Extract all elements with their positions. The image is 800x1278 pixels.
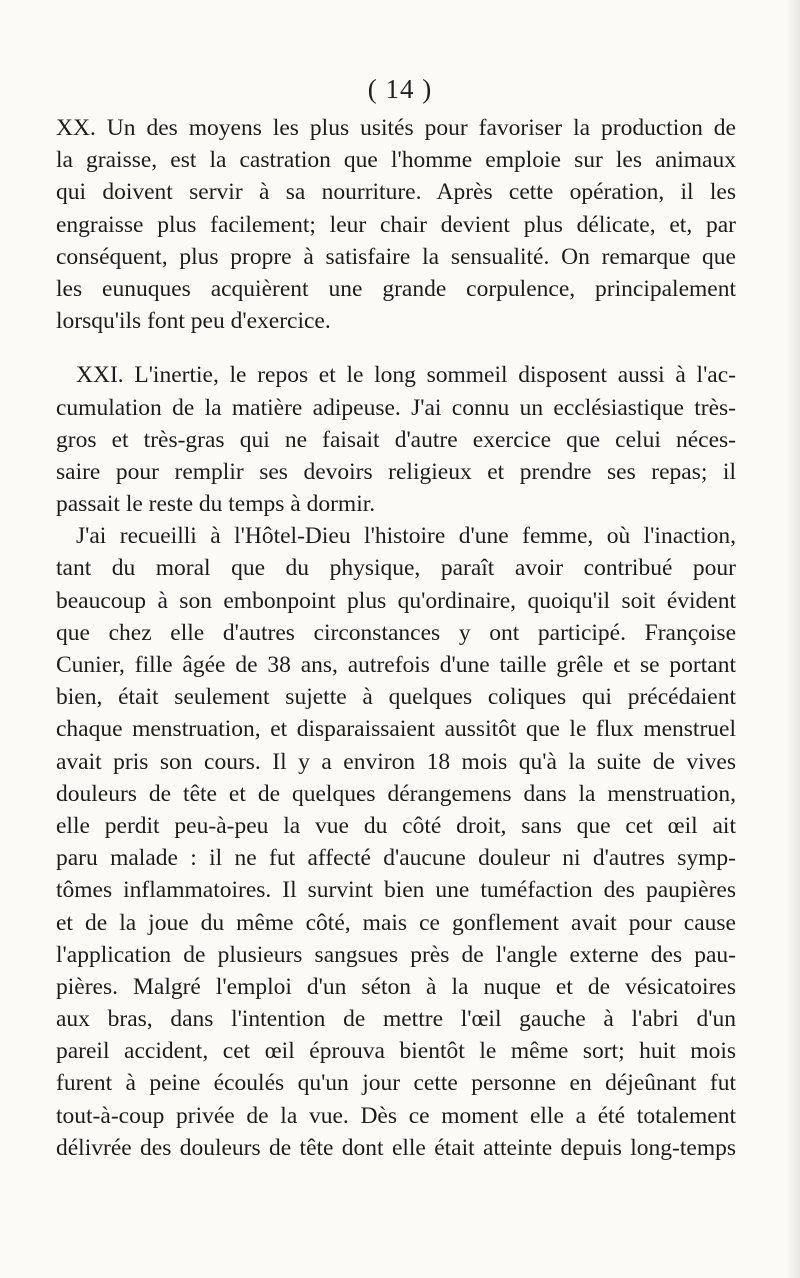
text-line: lorsqu'ils font peu d'exercice.	[56, 308, 331, 335]
text-line: tant du moral que du physique, paraît avoir contribué pour	[56, 555, 736, 582]
text-line: XX. Un des moyens les plus usités pour favoriser la production de	[56, 115, 736, 141]
text-line: qui doivent servir à sa nourriture. Après cette opération, il les	[56, 179, 736, 206]
text-line: l'application de plusieurs sangsues près de l'angle externe des pau-	[56, 941, 736, 968]
text-line: beaucoup à son embonpoint plus qu'ordinaire, quoiqu'il soit évident	[56, 587, 736, 614]
text-line: passait le reste du temps à dormir.	[56, 491, 376, 518]
text-line: et de la joue du même côté, mais ce gonflement avait pour cause	[56, 909, 736, 936]
paragraph-xxi	[56, 359, 736, 520]
text-line: tômes inflammatoires. Il survint bien une tuméfaction des paupières	[56, 877, 736, 904]
body-text	[56, 112, 736, 1164]
text-line: bien, était seulement sujette à quelques coliques qui précédaient	[56, 684, 736, 711]
text-line: paru malade : il ne fut affecté d'aucune douleur ni d'autres symp-	[56, 845, 736, 872]
text-line: conséquent, plus propre à satisfaire la sensualité. On remarque que	[56, 243, 736, 270]
page-edge-shadow	[786, 0, 800, 1278]
paragraph-xx	[56, 112, 736, 337]
text-line: saire pour remplir ses devoirs religieux et prendre ses repas; il	[56, 458, 736, 485]
text-line: délivrée des douleurs de tête dont elle était atteinte depuis long-temps	[56, 1134, 736, 1161]
page-number: ( 14 )	[367, 74, 433, 104]
text-line: gros et très-gras qui ne faisait d'autre exercice que celui néces-	[56, 426, 736, 453]
text-line: Cunier, fille âgée de 38 ans, autrefois d'une taille grêle et se portant	[56, 652, 736, 678]
text-line: cumulation de la matière adipeuse. J'ai connu un ecclésiastique très-	[56, 394, 736, 421]
text-line: XXI. L'inertie, le repos et le long sommeil disposent aussi à l'ac-	[76, 362, 736, 389]
paragraph-gap	[56, 337, 736, 359]
text-line: furent à peine écoulés qu'un jour cette personne en déjeûnant fut	[56, 1070, 736, 1097]
paragraph-case-history	[56, 520, 736, 1164]
text-line: elle perdit peu-à-peu la vue du côté droit, sans que cet œil ait	[56, 812, 736, 839]
text-line: la graisse, est la castration que l'homme emploie sur les animaux	[56, 147, 736, 174]
text-line: engraisse plus facilement; leur chair devient plus délicate, et, par	[56, 211, 736, 238]
text-line: chaque menstruation, et disparaissaient aussitôt que le flux menstruel	[56, 716, 736, 743]
text-line: tout-à-coup privée de la vue. Dès ce moment elle a été totalement	[56, 1102, 736, 1129]
text-line: avait pris son cours. Il y a environ 18 mois qu'à la suite de vives	[56, 748, 736, 775]
text-line: pareil accident, cet œil éprouva bientôt le même sort; huit mois	[56, 1038, 736, 1065]
text-line: douleurs de tête et de quelques dérangemens dans la menstruation,	[56, 780, 736, 807]
text-line: aux bras, dans l'intention de mettre l'œil gauche à l'abri d'un	[56, 1006, 736, 1033]
text-line: que chez elle d'autres circonstances y ont participé. Françoise	[56, 619, 736, 646]
text-line: J'ai recueilli à l'Hôtel-Dieu l'histoire d'une femme, où l'inaction,	[76, 523, 736, 550]
text-line: les eunuques acquièrent une grande corpulence, principalement	[56, 275, 736, 302]
text-line: pières. Malgré l'emploi d'un séton à la nuque et de vésicatoires	[56, 973, 736, 1000]
